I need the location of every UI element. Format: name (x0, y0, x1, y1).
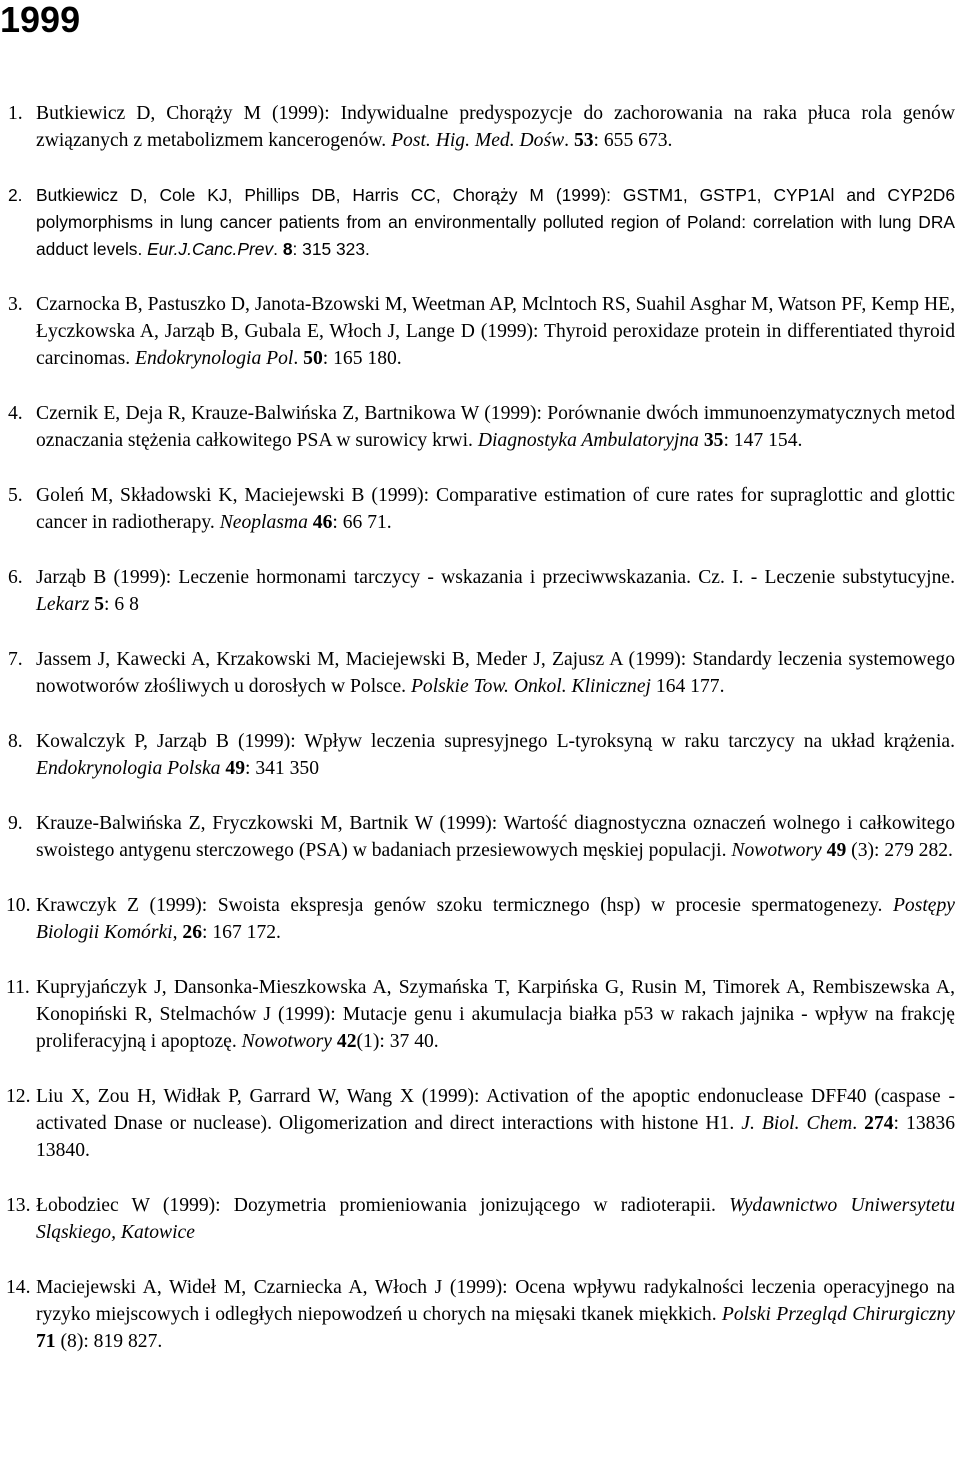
reference-volume: 49 (826, 840, 847, 861)
reference-number: 5. (8, 485, 23, 506)
reference-number: 3. (8, 294, 23, 315)
reference-number: 1. (8, 103, 23, 124)
reference-item (8, 810, 955, 864)
reference-item (8, 291, 955, 372)
reference-authors: Butkiewicz D, Cole KJ, Phillips DB, Harris CC, Chorąży M (1999): (36, 185, 611, 205)
reference-journal: Nowotwory (241, 1031, 333, 1052)
reference-number: 13. (6, 1195, 31, 1216)
reference-item (8, 1274, 955, 1355)
reference-pages: : 167 172. (202, 922, 281, 943)
reference-volume: 35 (703, 430, 724, 451)
reference-pages: : 147 154. (723, 430, 803, 451)
reference-journal: Polskie Tow. Onkol. Klinicznej (410, 676, 651, 697)
reference-volume: 5 (94, 594, 105, 615)
reference-pages: : 13836 13840. (36, 1113, 956, 1161)
reference-journal: Lekarz (36, 594, 90, 615)
reference-item (8, 1083, 955, 1164)
reference-journal: Neoplasma (219, 512, 308, 533)
reference-separator: . (273, 239, 283, 259)
reference-authors: Czarnocka B, Pastuszko D, Janota-Bzowski M, Weetman AP, Mclntoch RS, Suahil Asghar M, Watson PF, Kemp HE, Łyczkowska A, Jarząb B, Gubala E, Włoch J, Lange D (1999): (36, 294, 955, 342)
reference-title: Indywidualne predyspozycje do zachorowania na raka płuca rola genów związanych z metabolizmem kancerogenów. (36, 103, 955, 151)
reference-item (8, 728, 955, 782)
reference-journal: Post. Hig. Med. Dośw (391, 130, 565, 151)
reference-authors: Butkiewicz D, Chorąży M (1999): (36, 103, 330, 124)
reference-journal: Polski Przegląd Chirurgiczny (721, 1304, 955, 1325)
reference-volume: 53 (573, 130, 594, 151)
reference-number: 6. (8, 567, 23, 588)
reference-separator: , (172, 922, 183, 943)
reference-authors: Krauze-Balwińska Z, Fryczkowski M, Bartnik W (1999): (36, 813, 498, 834)
reference-title: Activation of the apoptic endonuclease DFF40 (caspase - activated Dnase or nuclease). Oligomerization and direct interactions with histone H1. (36, 1086, 955, 1134)
reference-journal: Postępy Biologii Komórki (36, 895, 955, 943)
reference-authors: Łobodziec W (1999): (36, 1195, 221, 1216)
reference-journal: Nowotwory (731, 840, 822, 861)
reference-pages: 164 177. (655, 676, 725, 697)
reference-title: Swoista ekspresja genów szoku termicznego (hsp) w procesie spermatogenezy. (207, 895, 893, 916)
reference-authors: Krawczyk Z (1999): (36, 895, 208, 916)
reference-volume: 26 (182, 922, 203, 943)
reference-volume: 49 (225, 758, 245, 779)
reference-title: Ocena wpływu radykalności leczenia operacyjnego na ryzyko miejscowych i odległych niepowodzeń u chorych na mięsaki tkanek miękkich. (36, 1277, 955, 1325)
reference-pages: : 66 71. (332, 512, 392, 533)
reference-number: 8. (8, 731, 23, 752)
reference-title: Standardy leczenia systemowego nowotworów złośliwych u dorosłych w Polsce. (36, 649, 956, 697)
reference-title: Mutacje genu i akumulacja białka p53 w rakach jajnika - wpływ na frakcję proliferacyjną i apoptozę. (36, 1004, 956, 1052)
reference-number: 4. (8, 403, 23, 424)
reference-title: Dozymetria promieniowania jonizującego w radioterapii. (220, 1195, 730, 1216)
reference-journal: J. Biol. Chem (741, 1113, 853, 1134)
reference-title: Leczenie hormonami tarczycy - wskazania i przeciwwskazania. Cz. I. - Leczenie substytucyjne. (171, 567, 955, 588)
reference-separator: . (852, 1113, 865, 1134)
reference-number: 9. (8, 813, 23, 834)
reference-authors: Liu X, Zou H, Widłak P, Garrard W, Wang X (1999): (36, 1086, 480, 1107)
reference-number: 12. (6, 1086, 31, 1107)
reference-number: 11. (6, 977, 30, 998)
reference-journal: Diagnostyka Ambulatoryjna (477, 430, 699, 451)
reference-journal: Wydawnictwo Uniwersytetu Sląskiego, Katowice (36, 1195, 956, 1243)
reference-pages: : 341 350 (244, 758, 320, 779)
reference-authors: Maciejewski A, Wideł M, Czarniecka A, Włoch J (1999): (36, 1277, 508, 1298)
reference-pages: : 165 180. (322, 348, 402, 369)
reference-authors: Kupryjańczyk J, Dansonka-Mieszkowska A, Szymańska T, Karpińska G, Rusin M, Timorek A, Rembiszewska A, Konopiński R, Stelmachów J (1999): (36, 977, 955, 1025)
reference-authors: Jarząb B (1999): (36, 567, 172, 588)
reference-item (8, 100, 955, 154)
reference-list (8, 100, 955, 1383)
reference-separator: . (293, 348, 304, 369)
reference-number: 10. (6, 895, 31, 916)
reference-item (8, 400, 955, 454)
reference-authors: Goleń M, Składowski K, Maciejewski B (1999): (36, 485, 430, 506)
reference-authors: Czernik E, Deja R, Krauze-Balwińska Z, Bartnikowa W (1999): (36, 403, 542, 424)
reference-pages: (3): 279 282. (846, 840, 953, 861)
reference-volume: 46 (312, 512, 333, 533)
reference-volume: 71 (36, 1331, 56, 1352)
reference-separator: . (564, 130, 574, 151)
reference-item (8, 646, 955, 700)
reference-volume: 274 (864, 1113, 894, 1134)
reference-authors: Kowalczyk P, Jarząb B (1999): (36, 731, 296, 752)
reference-pages: (1): 37 40. (356, 1031, 439, 1052)
reference-item (8, 564, 955, 618)
reference-item (8, 482, 955, 536)
reference-pages: : 6 8 (104, 594, 139, 615)
reference-item (8, 892, 955, 946)
reference-pages: : 315 323. (292, 239, 370, 259)
reference-title: Thyroid peroxidaze protein in differentiated thyroid carcinomas. (36, 321, 955, 369)
reference-item (8, 974, 955, 1055)
reference-journal: Endokrynologia Pol (135, 348, 294, 369)
reference-number: 14. (6, 1277, 31, 1298)
reference-title: Comparative estimation of cure rates for supraglottic and glottic cancer in radiotherapy. (36, 485, 955, 533)
reference-number: 2. (8, 185, 23, 205)
reference-item (8, 182, 955, 263)
reference-pages: : 655 673. (593, 130, 673, 151)
reference-authors: Jassem J, Kawecki A, Krzakowski M, Maciejewski B, Meder J, Zajusz A (1999): (36, 649, 687, 670)
reference-volume: 50 (303, 348, 323, 369)
reference-volume: 42 (336, 1031, 357, 1052)
reference-item (8, 1192, 955, 1246)
reference-title: GSTM1, GSTP1, CYP1Al and CYP2D6 polymorphisms in lung cancer patients from an environmentally polluted region of Poland: correlation with lung DRA adduct levels. (36, 185, 955, 259)
reference-journal: Eur.J.Canc.Prev (147, 239, 274, 259)
reference-title: Wartość diagnostyczna oznaczeń wolnego i całkowitego swoistego antygenu sterczowego (PSA) w badaniach przesiewowych męskiej populacji. (36, 813, 955, 861)
reference-title: Porównanie dwóch immunoenzymatycznych metod oznaczania stężenia całkowitego PSA w surowicy krwi. (36, 403, 955, 451)
page-title: 1999 (0, 0, 81, 40)
reference-title: Wpływ leczenia supresyjnego L-tyroksyną w raku tarczycy na układ krążenia. (295, 731, 955, 752)
reference-journal: Endokrynologia Polska (36, 758, 221, 779)
reference-number: 7. (8, 649, 23, 670)
reference-pages: (8): 819 827. (55, 1331, 163, 1352)
reference-volume: 8 (282, 239, 293, 259)
